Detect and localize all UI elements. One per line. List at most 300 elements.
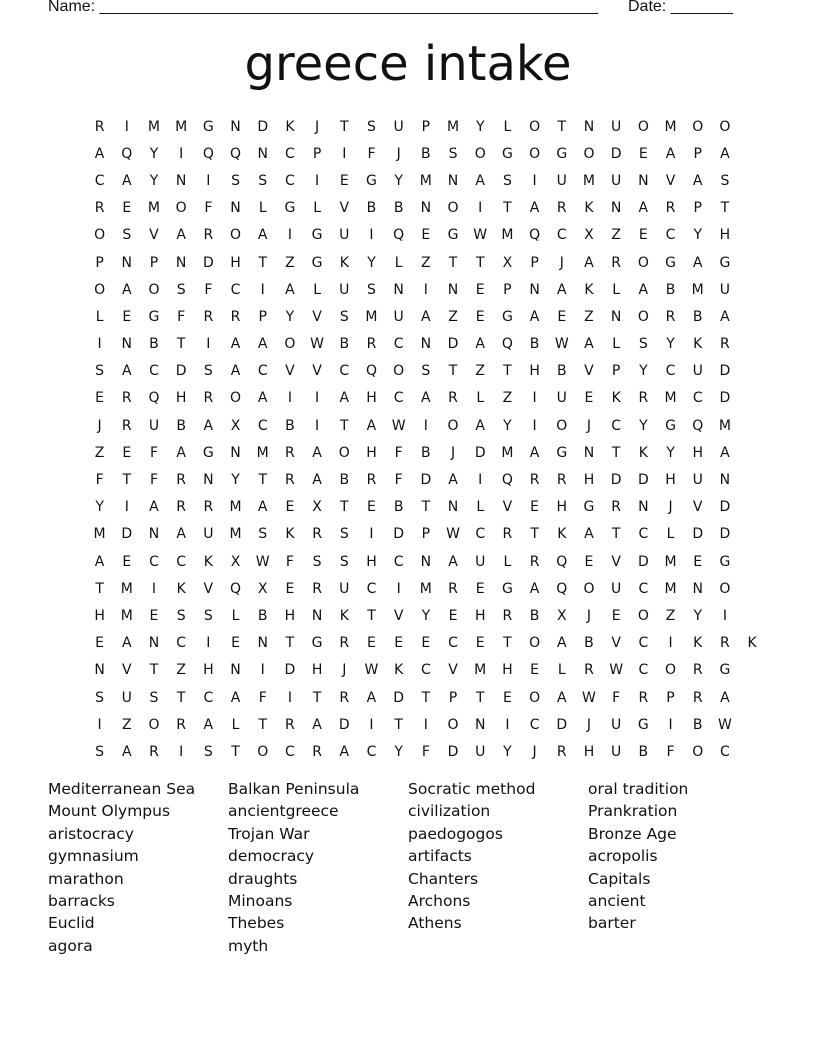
grid-letter: P	[421, 526, 431, 543]
grid-letter: N	[230, 662, 241, 679]
grid-letter: P	[693, 145, 702, 162]
grid-letter: F	[612, 689, 621, 706]
grid-letter: N	[420, 200, 432, 217]
grid-letter: M	[501, 444, 514, 461]
grid-letter: B	[556, 363, 567, 380]
grid-letter: S	[421, 363, 431, 380]
word-item: Chanters	[408, 869, 479, 888]
grid-letter: J	[97, 417, 102, 434]
grid-letter: N	[230, 118, 241, 135]
grid-letter: T	[503, 363, 512, 380]
word-item: aristocracy	[48, 824, 134, 843]
grid-letter: Y	[693, 227, 702, 244]
grid-letter: Q	[692, 417, 704, 434]
grid-letter: A	[475, 172, 485, 189]
grid-letter: S	[231, 172, 240, 189]
grid-letter: D	[637, 553, 649, 570]
grid-letter: Y	[149, 145, 159, 162]
grid-letter: I	[668, 635, 673, 652]
date-field[interactable]: Date: _______	[628, 0, 733, 15]
grid-letter: N	[610, 200, 622, 217]
grid-letter: V	[203, 580, 214, 597]
grid-row	[86, 358, 766, 385]
grid-letter: W	[310, 336, 325, 353]
grid-letter: X	[230, 553, 241, 570]
grid-letter: A	[312, 444, 322, 461]
grid-letter: X	[257, 580, 268, 597]
word-item: Prankration	[588, 802, 678, 821]
grid-letter: T	[394, 716, 403, 733]
grid-letter: K	[638, 444, 648, 461]
grid-letter: M	[120, 607, 133, 624]
grid-letter: D	[610, 472, 622, 489]
grid-letter: A	[475, 417, 485, 434]
grid-row	[86, 684, 766, 711]
grid-letter: M	[229, 499, 242, 516]
grid-letter: Y	[95, 499, 104, 516]
grid-row	[86, 276, 766, 303]
word-item: Athens	[408, 914, 462, 933]
grid-letter: B	[584, 635, 594, 652]
grid-letter: R	[556, 200, 567, 217]
grid-letter: E	[502, 689, 512, 706]
grid-letter: T	[557, 118, 567, 135]
grid-letter: I	[287, 689, 292, 706]
grid-letter: O	[719, 580, 731, 597]
grid-letter: D	[284, 662, 296, 679]
grid-letter: A	[556, 281, 567, 298]
grid-letter: L	[503, 553, 512, 570]
word-item: Mediterranean Sea	[48, 780, 196, 798]
grid-letter: R	[121, 417, 132, 434]
word-column	[228, 778, 408, 957]
grid-letter: R	[556, 472, 567, 489]
grid-letter: J	[315, 118, 320, 135]
grid-letter: G	[501, 580, 513, 597]
grid-letter: T	[95, 580, 104, 597]
grid-letter: A	[584, 526, 594, 543]
grid-letter: U	[393, 118, 404, 135]
grid-letter: I	[287, 227, 292, 244]
grid-letter: H	[583, 743, 595, 760]
grid-letter: I	[179, 743, 184, 760]
grid-letter: M	[474, 662, 487, 679]
grid-letter: O	[230, 227, 242, 244]
grid-letter: Y	[421, 607, 431, 624]
grid-letter: A	[720, 308, 730, 325]
grid-letter: S	[95, 363, 105, 380]
grid-letter: K	[203, 553, 213, 570]
grid-letter: A	[149, 499, 159, 516]
grid-letter: L	[557, 662, 566, 679]
grid-letter: Z	[176, 662, 186, 679]
grid-letter: F	[149, 472, 158, 489]
grid-letter: E	[95, 390, 105, 407]
grid-letter: N	[583, 118, 595, 135]
grid-letter: O	[719, 118, 731, 135]
grid-letter: M	[691, 281, 704, 298]
grid-letter: I	[342, 145, 347, 162]
grid-letter: U	[719, 281, 731, 298]
grid-letter: D	[692, 526, 704, 543]
grid-letter: A	[94, 145, 105, 162]
grid-letter: H	[311, 662, 323, 679]
grid-letter: C	[257, 363, 268, 380]
grid-letter: J	[586, 417, 592, 434]
grid-letter: B	[665, 281, 676, 298]
grid-letter: I	[315, 172, 320, 189]
word-item: Minoans	[228, 892, 293, 911]
grid-letter: M	[175, 118, 188, 135]
grid-letter: C	[94, 172, 105, 189]
word-item: barter	[588, 914, 636, 933]
grid-letter: M	[365, 308, 378, 325]
grid-letter: O	[637, 308, 649, 325]
grid-letter: A	[665, 145, 676, 162]
word-item: Socratic method	[408, 780, 536, 798]
grid-letter: G	[501, 308, 513, 325]
grid-letter: I	[179, 145, 184, 162]
grid-letter: R	[448, 580, 458, 597]
grid-letter: A	[475, 336, 485, 353]
grid-row	[86, 602, 766, 629]
grid-letter: T	[611, 526, 621, 543]
grid-letter: C	[257, 417, 268, 434]
grid-letter: R	[312, 743, 322, 760]
grid-letter: R	[94, 118, 105, 135]
grid-letter: T	[258, 254, 267, 271]
grid-letter: F	[666, 743, 675, 760]
grid-letter: E	[693, 553, 703, 570]
grid-letter: S	[149, 689, 159, 706]
grid-letter: O	[447, 200, 459, 217]
grid-letter: Y	[475, 118, 485, 135]
grid-letter: C	[529, 716, 540, 733]
grid-letter: T	[285, 635, 295, 652]
grid-letter: J	[396, 145, 401, 162]
grid-letter: U	[611, 118, 622, 135]
grid-row	[86, 222, 766, 249]
grid-row	[86, 167, 766, 194]
grid-letter: B	[393, 200, 404, 217]
grid-letter: Z	[475, 363, 486, 380]
grid-letter: E	[122, 200, 132, 217]
grid-letter: U	[148, 417, 160, 434]
word-item: Mount Olympus	[48, 802, 171, 821]
grid-letter: O	[94, 281, 106, 298]
grid-letter: Q	[230, 580, 242, 597]
grid-letter: W	[391, 417, 406, 434]
grid-letter: X	[312, 499, 322, 516]
grid-row	[86, 140, 766, 167]
grid-row	[86, 738, 766, 765]
grid-letter: P	[312, 145, 322, 162]
grid-letter: P	[503, 281, 512, 298]
grid-letter: R	[448, 390, 458, 407]
grid-letter: W	[255, 553, 270, 570]
grid-letter: A	[584, 336, 594, 353]
grid-letter: G	[719, 254, 731, 271]
grid-letter: W	[364, 662, 379, 679]
grid-letter: B	[339, 336, 350, 353]
grid-letter: L	[258, 200, 267, 217]
grid-letter: C	[176, 553, 187, 570]
grid-letter: W	[446, 526, 460, 543]
grid-letter: R	[203, 227, 214, 244]
grid-letter: F	[421, 743, 430, 760]
grid-letter: R	[285, 444, 295, 461]
grid-letter: Q	[148, 390, 160, 407]
grid-letter: O	[175, 200, 187, 217]
grid-letter: A	[230, 363, 241, 380]
grid-letter: N	[148, 635, 160, 652]
grid-letter: B	[285, 417, 295, 434]
grid-letter: H	[692, 444, 703, 461]
grid-letter: N	[121, 254, 133, 271]
grid-row	[86, 385, 766, 412]
grid-letter: B	[421, 145, 431, 162]
grid-letter: Z	[665, 607, 676, 624]
grid-letter: R	[556, 743, 567, 760]
grid-letter: L	[394, 254, 403, 271]
grid-letter: D	[393, 526, 405, 543]
grid-letter: Y	[639, 363, 648, 380]
word-item: agora	[48, 936, 93, 955]
grid-letter: U	[475, 553, 486, 570]
grid-letter: C	[285, 145, 295, 162]
grid-letter: F	[258, 689, 267, 706]
grid-letter: B	[149, 336, 159, 353]
grid-letter: E	[421, 635, 431, 652]
grid-letter: T	[122, 472, 132, 489]
grid-letter: I	[423, 716, 428, 733]
grid-letter: R	[366, 336, 377, 353]
name-field[interactable]: Name: ________________________________________________________	[48, 0, 598, 15]
grid-letter: K	[285, 526, 295, 543]
grid-letter: T	[258, 716, 267, 733]
grid-letter: E	[122, 444, 132, 461]
grid-letter: L	[231, 607, 240, 624]
grid-letter: J	[532, 743, 537, 760]
grid-letter: T	[611, 444, 621, 461]
grid-letter: S	[122, 227, 132, 244]
grid-letter: G	[311, 635, 323, 652]
grid-letter: Y	[394, 743, 403, 760]
grid-letter: S	[339, 553, 349, 570]
grid-letter: A	[529, 308, 540, 325]
grid-letter: S	[502, 172, 512, 189]
grid-letter: E	[530, 662, 540, 679]
grid-letter: T	[475, 689, 485, 706]
grid-letter: R	[121, 390, 132, 407]
grid-letter: P	[666, 689, 675, 706]
grid-letter: I	[532, 390, 537, 407]
word-item: acropolis	[588, 847, 658, 866]
grid-letter: D	[556, 716, 568, 733]
grid-letter: E	[285, 499, 295, 516]
grid-letter: Y	[666, 444, 675, 461]
grid-row	[86, 466, 766, 493]
grid-letter: R	[692, 689, 703, 706]
grid-letter: K	[176, 580, 186, 597]
grid-letter: E	[475, 580, 485, 597]
grid-letter: G	[556, 444, 568, 461]
grid-letter: A	[556, 635, 567, 652]
grid-letter: C	[638, 526, 649, 543]
grid-letter: O	[637, 607, 649, 624]
grid-letter: A	[529, 444, 540, 461]
word-item: Archons	[408, 892, 471, 911]
grid-letter: I	[260, 662, 265, 679]
grid-letter: O	[637, 118, 649, 135]
grid-letter: G	[665, 417, 676, 434]
grid-letter: S	[339, 526, 349, 543]
grid-letter: W	[717, 716, 732, 733]
grid-letter: G	[665, 254, 676, 271]
grid-letter: G	[556, 145, 568, 162]
grid-letter: A	[366, 417, 377, 434]
grid-row	[86, 249, 766, 276]
grid-letter: G	[148, 308, 160, 325]
grid-letter: N	[474, 716, 486, 733]
grid-letter: L	[231, 716, 240, 733]
grid-letter: O	[447, 417, 459, 434]
grid-letter: H	[502, 662, 513, 679]
grid-letter: I	[97, 716, 102, 733]
grid-letter: E	[394, 635, 404, 652]
grid-letter: R	[203, 390, 214, 407]
grid-letter: M	[664, 553, 677, 570]
grid-letter: B	[692, 716, 703, 733]
grid-letter: V	[312, 363, 322, 380]
grid-letter: E	[339, 172, 349, 189]
grid-letter: N	[94, 662, 105, 679]
grid-letter: M	[147, 118, 161, 135]
grid-letter: C	[393, 390, 404, 407]
grid-letter: M	[582, 172, 596, 189]
grid-letter: W	[582, 689, 596, 706]
grid-letter: U	[339, 227, 350, 244]
word-item: Balkan Peninsula	[228, 780, 360, 798]
grid-letter: R	[176, 716, 187, 733]
grid-letter: G	[202, 444, 214, 461]
grid-letter: E	[475, 281, 485, 298]
grid-letter: H	[529, 363, 540, 380]
grid-letter: C	[285, 743, 295, 760]
grid-letter: R	[529, 472, 540, 489]
grid-letter: U	[475, 743, 486, 760]
grid-letter: L	[476, 499, 485, 516]
grid-letter: D	[338, 716, 350, 733]
grid-letter: O	[148, 281, 160, 298]
grid-letter: R	[502, 526, 513, 543]
grid-letter: G	[719, 662, 731, 679]
grid-letter: N	[148, 526, 160, 543]
word-item: Capitals	[588, 869, 651, 888]
grid-letter: O	[529, 118, 541, 135]
grid-letter: R	[720, 635, 730, 652]
grid-letter: A	[176, 444, 186, 461]
grid-letter: A	[257, 390, 268, 407]
grid-letter: N	[175, 172, 187, 189]
grid-letter: Y	[285, 308, 295, 325]
grid-letter: G	[583, 499, 595, 516]
grid-letter: V	[285, 363, 295, 380]
grid-letter: K	[747, 635, 757, 652]
grid-letter: S	[312, 553, 322, 570]
grid-letter: D	[447, 743, 459, 760]
grid-letter: E	[584, 553, 594, 570]
grid-letter: A	[339, 743, 350, 760]
grid-letter: H	[366, 444, 377, 461]
grid-letter: B	[366, 200, 377, 217]
grid-letter: R	[611, 254, 622, 271]
grid-letter: C	[203, 689, 214, 706]
grid-letter: D	[121, 526, 133, 543]
grid-letter: R	[285, 472, 295, 489]
grid-letter: G	[719, 553, 731, 570]
grid-letter: D	[719, 526, 731, 543]
grid-letter: T	[421, 689, 431, 706]
grid-letter: U	[121, 689, 132, 706]
grid-letter: H	[94, 607, 105, 624]
grid-letter: V	[692, 499, 703, 516]
grid-letter: C	[638, 662, 649, 679]
grid-letter: A	[638, 200, 649, 217]
grid-letter: I	[423, 417, 428, 434]
grid-letter: R	[230, 308, 241, 325]
grid-letter: L	[313, 200, 321, 217]
grid-letter: C	[149, 363, 159, 380]
grid-letter: Z	[285, 254, 295, 271]
grid-letter: R	[312, 580, 322, 597]
grid-letter: A	[720, 444, 730, 461]
grid-letter: P	[693, 200, 702, 217]
grid-letter: Q	[501, 336, 513, 353]
grid-letter: F	[394, 472, 403, 489]
grid-letter: N	[529, 281, 540, 298]
grid-letter: Z	[448, 308, 458, 325]
grid-letter: E	[611, 607, 621, 624]
grid-letter: C	[149, 553, 159, 570]
grid-letter: I	[478, 472, 483, 489]
grid-letter: S	[203, 743, 213, 760]
grid-letter: O	[94, 227, 106, 244]
grid-letter: E	[122, 553, 132, 570]
grid-letter: A	[121, 281, 132, 298]
grid-letter: H	[556, 499, 568, 516]
grid-letter: I	[206, 635, 211, 652]
grid-letter: M	[256, 444, 269, 461]
grid-letter: A	[720, 689, 730, 706]
grid-letter: V	[312, 308, 322, 325]
grid-letter: D	[474, 444, 486, 461]
grid-letter: V	[393, 607, 404, 624]
grid-letter: R	[149, 743, 159, 760]
grid-letter: R	[665, 308, 676, 325]
grid-row	[86, 195, 766, 222]
grid-letter: R	[312, 526, 322, 543]
grid-letter: O	[637, 254, 649, 271]
grid-letter: U	[611, 580, 622, 597]
grid-letter: N	[719, 472, 731, 489]
grid-letter: I	[124, 118, 129, 135]
grid-letter: H	[284, 607, 296, 624]
grid-letter: R	[176, 472, 187, 489]
grid-letter: Q	[202, 145, 214, 162]
grid-letter: G	[366, 172, 377, 189]
grid-letter: H	[665, 472, 676, 489]
